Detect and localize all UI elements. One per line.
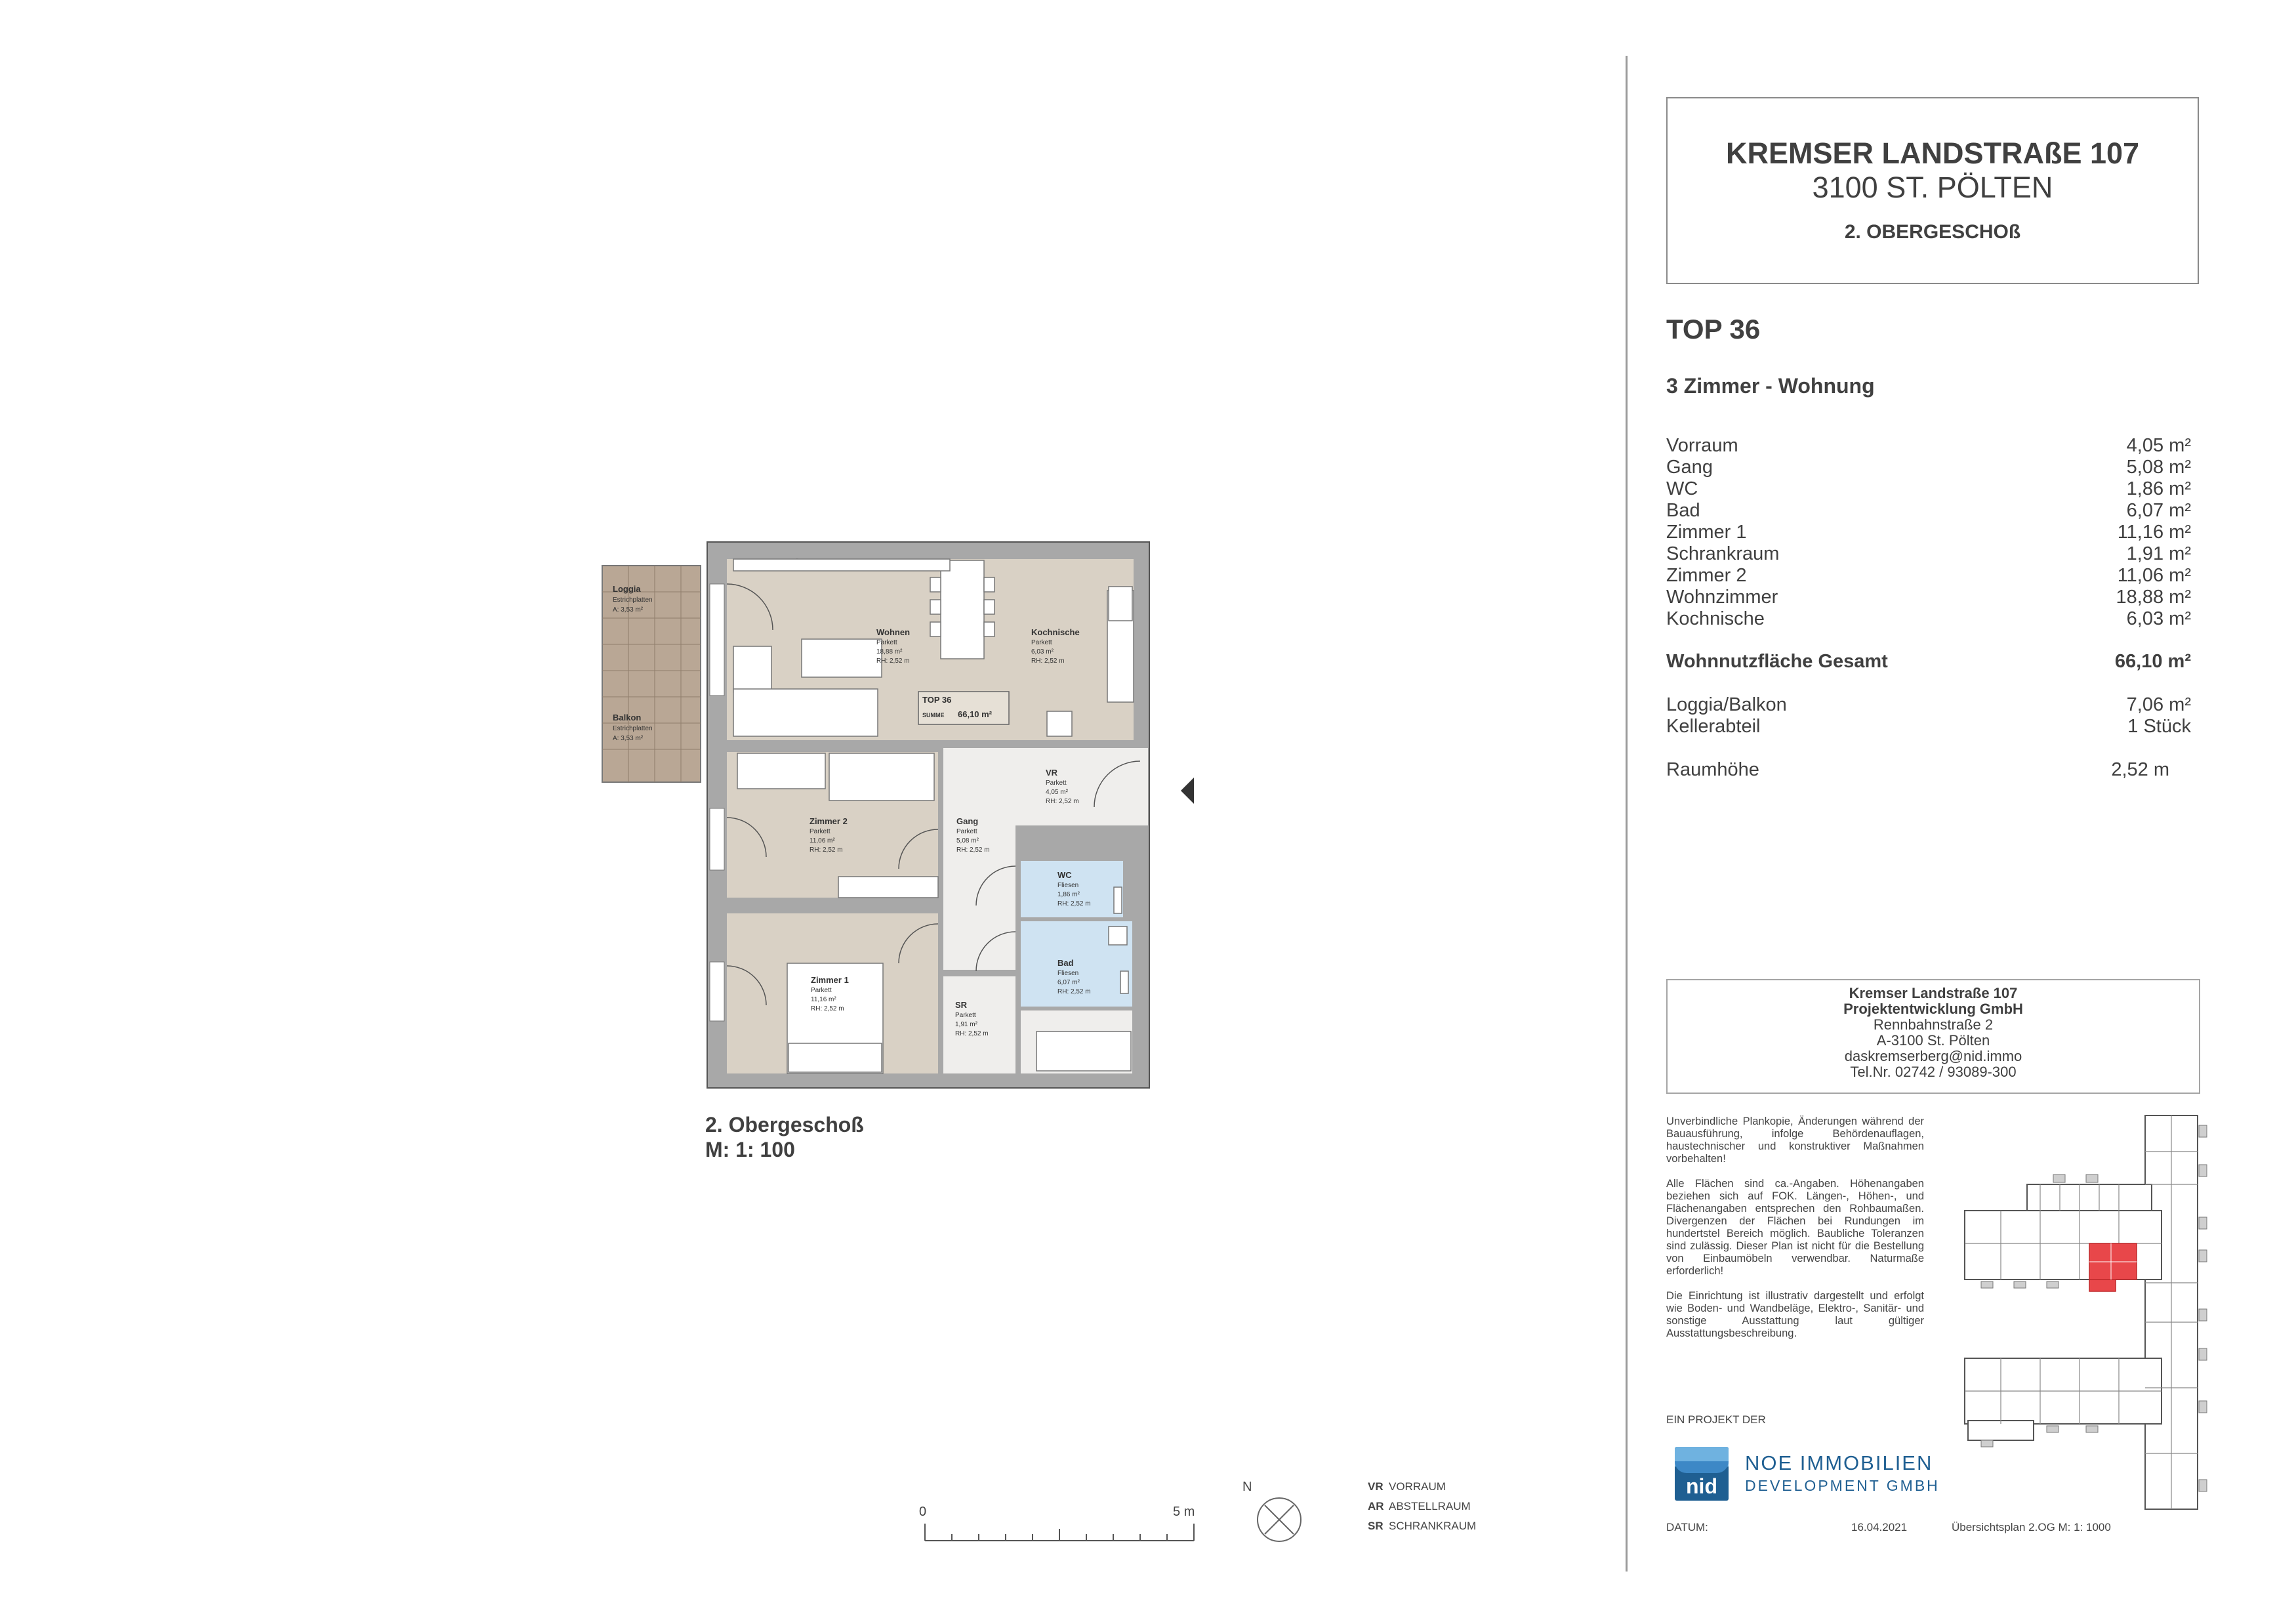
svg-text:Parkett: Parkett — [1031, 639, 1052, 646]
unit-id: TOP 36 — [1666, 314, 1761, 344]
svg-text:Estrichplatten: Estrichplatten — [613, 596, 653, 604]
label-sr: SR — [955, 1000, 968, 1010]
svg-text:RH: 2,52 m: RH: 2,52 m — [956, 846, 990, 854]
svg-text:11,06 m²: 11,06 m² — [810, 837, 835, 844]
logo-sub: DEVELOPMENT GMBH — [1745, 1477, 1940, 1494]
room-row: Bad 6,07 m² — [1666, 500, 2191, 521]
address-line1: KREMSER LANDSTRAßE 107 — [1725, 136, 2140, 170]
floor-caption — [705, 1112, 864, 1162]
extra-row: Loggia/Balkon 7,06 m² — [1666, 694, 2191, 715]
total-row: Wohnnutzfläche Gesamt 66,10 m² — [1666, 651, 2191, 672]
label-zimmer2: Zimmer 2 — [810, 816, 848, 826]
room-row: Gang 5,08 m² — [1666, 457, 2191, 478]
label-zimmer1: Zimmer 1 — [811, 975, 849, 985]
date-value: 16.04.2021 — [1851, 1521, 1908, 1533]
svg-text:RH: 2,52 m: RH: 2,52 m — [810, 846, 843, 854]
summary-top: TOP 36 — [922, 695, 952, 705]
disclaimer: Unverbindliche Plankopie, Änderungen während der Bauausführung, infolge Behördenauflagen, haustechnischer und konstruktiver Maßnahmen vorbehalten! Alle Flächen sind ca.-Angaben. Höhenangaben beziehen sich auf FOK. Längen-, Höhen-, und Flächenangaben entsprechen den Rohbaumaßen. Divergenzen der Flächen bei Rundungen im hundertstel Bereich möglich. Baubliche Toleranzen sind zulässig. Dieser Plan ist nicht für die Bestellung von Einbaumöbeln verwendbar. Naturmaße erforderlich! Die Einrichtung ist illustrativ dargestellt und erfolgt wie Boden- und Wandbeläge, Elektro-, Sanitär- und sonstige Ausstattung laut gültiger Ausstattungsbeschreibung. — [1666, 1115, 1924, 1339]
label-loggia: Loggia — [613, 584, 641, 594]
room-vr-floor — [943, 748, 1148, 825]
nid-badge-text: nid — [1686, 1474, 1717, 1498]
label-bad: Bad — [1057, 958, 1074, 968]
overview-caption: Übersichtsplan 2.OG M: 1: 1000 — [1952, 1521, 2111, 1533]
title-box — [1666, 97, 2199, 284]
logo-name: NOE IMMOBILIEN — [1745, 1451, 1933, 1474]
svg-text:6,07 m²: 6,07 m² — [1057, 979, 1080, 986]
svg-text:RH: 2,52 m: RH: 2,52 m — [955, 1030, 989, 1037]
floor-title: 2. Obergeschoß — [705, 1113, 864, 1136]
divider — [1626, 56, 1628, 1572]
svg-text:Parkett: Parkett — [956, 828, 977, 835]
unit-type: 3 Zimmer - Wohnung — [1666, 374, 1875, 398]
north-label: N — [1242, 1480, 1252, 1494]
svg-text:6,03 m²: 6,03 m² — [1031, 648, 1054, 656]
scalebar-end: 5 m — [1173, 1505, 1195, 1519]
svg-text:4,05 m²: 4,05 m² — [1046, 789, 1068, 796]
room-row: Zimmer 2 11,06 m² — [1666, 565, 2191, 586]
svg-text:RH: 2,52 m: RH: 2,52 m — [1031, 657, 1065, 665]
svg-text:Parkett: Parkett — [810, 828, 830, 835]
svg-text:5,08 m²: 5,08 m² — [956, 837, 979, 844]
label-gang: Gang — [956, 816, 979, 826]
svg-text:1,86 m²: 1,86 m² — [1057, 891, 1080, 898]
room-row: Zimmer 1 11,16 m² — [1666, 522, 2191, 543]
height-row: Raumhöhe 2,52 m — [1666, 759, 2169, 780]
svg-text:A: 3,53 m²: A: 3,53 m² — [613, 606, 644, 614]
legend-sr: SR SCHRANKRAUM — [1368, 1520, 1477, 1532]
svg-text:Parkett: Parkett — [811, 987, 832, 994]
svg-text:A: 3,53 m²: A: 3,53 m² — [613, 735, 644, 742]
room-row: Vorraum 4,05 m² — [1666, 435, 2191, 456]
nid-logo-icon — [1675, 1447, 1729, 1501]
svg-text:18,88 m²: 18,88 m² — [876, 648, 903, 656]
svg-text:RH: 2,52 m: RH: 2,52 m — [811, 1005, 844, 1012]
summary-label: SUMME — [922, 712, 945, 718]
label-wc: WC — [1057, 870, 1072, 880]
room-row: Wohnzimmer 18,88 m² — [1666, 587, 2191, 608]
svg-text:RH: 2,52 m: RH: 2,52 m — [1057, 988, 1091, 995]
svg-text:Estrichplatten: Estrichplatten — [613, 725, 653, 732]
svg-text:Parkett: Parkett — [1046, 780, 1067, 787]
legend-vr: VR VORRAUM — [1368, 1480, 1446, 1493]
legend-ar: AR ABSTELLRAUM — [1368, 1500, 1471, 1512]
address-line2: 3100 ST. PÖLTEN — [1812, 171, 2053, 204]
entrance-arrow — [1181, 778, 1194, 804]
extra-row: Kellerabteil 1 Stück — [1666, 716, 2191, 737]
room-row: Kochnische 6,03 m² — [1666, 608, 2191, 629]
floor-name: 2. OBERGESCHOß — [1844, 221, 2021, 243]
svg-text:Parkett: Parkett — [955, 1012, 976, 1019]
svg-text:RH: 2,52 m: RH: 2,52 m — [1046, 798, 1079, 805]
label-kochnische: Kochnische — [1031, 627, 1080, 637]
project-label: EIN PROJEKT DER — [1666, 1413, 1766, 1426]
svg-text:11,16 m²: 11,16 m² — [811, 996, 836, 1003]
north-arrow-icon — [1258, 1498, 1301, 1541]
company-box: Kremser Landstraße 107 Projektentwicklung GmbH Rennbahnstraße 2 A-3100 St. Pölten daskremserberg@nid.immo Tel.Nr. 02742 / 93089-300 — [1666, 979, 2200, 1094]
label-wohnen: Wohnen — [876, 627, 911, 637]
svg-text:RH: 2,52 m: RH: 2,52 m — [876, 657, 910, 665]
label-vr: VR — [1046, 768, 1058, 778]
scalebar-start: 0 — [919, 1505, 927, 1519]
room-wc-floor — [1021, 861, 1123, 917]
room-row: WC 1,86 m² — [1666, 478, 2191, 499]
svg-text:Fliesen: Fliesen — [1057, 882, 1079, 889]
summary-value: 66,10 m² — [958, 709, 993, 719]
label-balkon: Balkon — [613, 713, 642, 722]
date-label: DATUM: — [1666, 1521, 1708, 1533]
svg-text:Fliesen: Fliesen — [1057, 970, 1079, 977]
overview-plan — [1955, 1112, 2217, 1512]
svg-text:Parkett: Parkett — [876, 639, 897, 646]
scale-bar — [925, 1524, 1194, 1541]
svg-text:1,91 m²: 1,91 m² — [955, 1021, 977, 1028]
room-row: Schrankraum 1,91 m² — [1666, 543, 2191, 564]
plan-scale: M: 1: 100 — [705, 1138, 795, 1161]
svg-text:RH: 2,52 m: RH: 2,52 m — [1057, 900, 1091, 907]
